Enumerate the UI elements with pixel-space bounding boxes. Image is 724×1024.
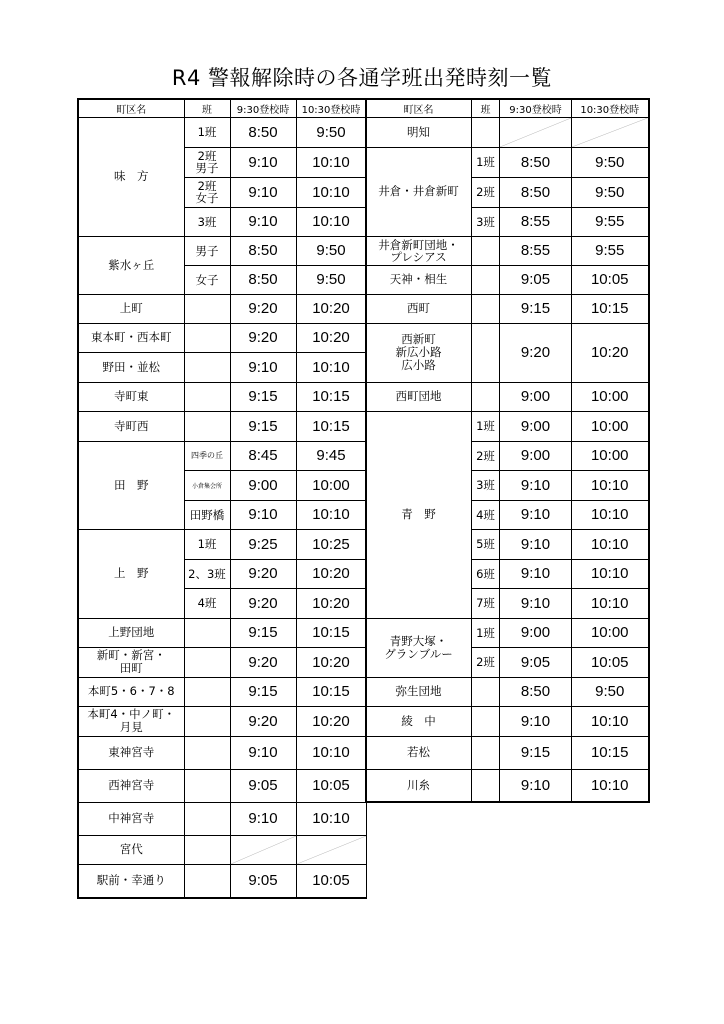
table-row: [78, 736, 366, 769]
han-empty: [472, 265, 500, 294]
han-empty: [184, 618, 230, 647]
town-name: 東神宮寺: [78, 736, 184, 769]
table-row: [366, 411, 649, 441]
header-row: [78, 99, 366, 117]
han-label: 1班: [472, 147, 500, 177]
time-930: 8:50: [230, 265, 296, 294]
table-row: [366, 769, 649, 802]
header-1030: 10:30登校時: [296, 99, 366, 117]
time-1030: 10:15: [296, 677, 366, 706]
town-name: 明知: [366, 117, 472, 147]
header-1030: 10:30登校時: [572, 99, 649, 117]
time-1030: 10:10: [296, 352, 366, 382]
town-name: 中神宮寺: [78, 802, 184, 835]
time-1030: 10:20: [296, 647, 366, 677]
time-930: 9:20: [230, 706, 296, 736]
time-930: 9:20: [230, 647, 296, 677]
town-name: 田 野: [78, 441, 184, 529]
time-930: 8:55: [500, 207, 572, 236]
town-name: 井倉・井倉新町: [366, 147, 472, 236]
no-data-slash: [572, 117, 649, 147]
time-1030: 9:50: [572, 177, 649, 207]
table-row: [78, 352, 366, 382]
table-row: [366, 294, 649, 323]
time-1030: 10:10: [572, 470, 649, 500]
time-930: 9:00: [230, 470, 296, 500]
time-930: 9:15: [500, 736, 572, 769]
table-row: [366, 117, 649, 147]
table-row: [366, 382, 649, 411]
town-name: 上 野: [78, 529, 184, 618]
han-label: 2、3班: [184, 559, 230, 588]
town-name: 新町・新宮・ 田町: [78, 647, 184, 677]
time-930: 9:05: [500, 265, 572, 294]
time-1030: 10:10: [572, 500, 649, 529]
han-label: 2班: [472, 441, 500, 470]
time-1030: 10:10: [296, 802, 366, 835]
time-1030: 9:45: [296, 441, 366, 470]
time-1030: 10:15: [296, 411, 366, 441]
page-title: R4 警報解除時の各通学班出発時刻一覧: [171, 66, 553, 90]
town-name: 青野大塚・ グランブルー: [366, 618, 472, 677]
time-930: 9:20: [230, 588, 296, 618]
town-name: 弥生団地: [366, 677, 472, 706]
time-1030: 9:55: [572, 236, 649, 265]
time-1030: 9:50: [296, 236, 366, 265]
time-930: 9:10: [230, 500, 296, 529]
time-930: 9:10: [500, 706, 572, 736]
time-1030: 10:20: [296, 294, 366, 323]
time-930: 9:10: [230, 207, 296, 236]
han-label: 2班: [472, 177, 500, 207]
han-empty: [184, 411, 230, 441]
table-row: [366, 706, 649, 736]
han-label: 小倉集会所: [184, 470, 230, 500]
table-row: [366, 147, 649, 177]
han-empty: [184, 294, 230, 323]
time-1030: 10:10: [572, 529, 649, 559]
han-empty: [472, 236, 500, 265]
time-1030: 10:10: [572, 559, 649, 588]
table-row: [366, 677, 649, 706]
left-schedule-table: [77, 98, 367, 899]
han-empty: [472, 677, 500, 706]
header-town: 町区名: [78, 99, 184, 117]
time-1030: 10:10: [572, 588, 649, 618]
town-name: 宮代: [78, 835, 184, 864]
time-1030: 10:00: [572, 618, 649, 647]
town-name: 西町: [366, 294, 472, 323]
han-empty: [184, 835, 230, 864]
time-1030: 9:50: [572, 147, 649, 177]
time-930: 9:00: [500, 441, 572, 470]
time-930: 9:10: [230, 352, 296, 382]
han-label: 1班: [184, 117, 230, 147]
town-name: 味 方: [78, 117, 184, 236]
header-930: 9:30登校時: [230, 99, 296, 117]
table-row: [78, 864, 366, 898]
town-name: 駅前・幸通り: [78, 864, 184, 898]
time-1030: 10:10: [296, 736, 366, 769]
time-930: 8:55: [500, 236, 572, 265]
no-data-slash: [500, 117, 572, 147]
town-name: 西新町 新広小路 広小路: [366, 323, 472, 382]
han-label: 女子: [184, 265, 230, 294]
table-row: [78, 117, 366, 147]
table-row: [78, 529, 366, 559]
town-name: 青 野: [366, 411, 472, 618]
time-1030: 10:15: [572, 736, 649, 769]
han-label: 1班: [472, 618, 500, 647]
header-han: 班: [472, 99, 500, 117]
header-town: 町区名: [366, 99, 472, 117]
time-930: 9:15: [500, 294, 572, 323]
town-name: 上野団地: [78, 618, 184, 647]
time-930: 9:05: [230, 864, 296, 898]
han-label: 田野橋: [184, 500, 230, 529]
town-name: 寺町西: [78, 411, 184, 441]
time-1030: 10:15: [296, 382, 366, 411]
han-label: 2班 女子: [184, 177, 230, 207]
time-1030: 10:10: [296, 500, 366, 529]
time-1030: 10:05: [572, 647, 649, 677]
table-row: [78, 411, 366, 441]
header-row: [366, 99, 649, 117]
han-empty: [472, 382, 500, 411]
time-930: 9:15: [230, 411, 296, 441]
han-empty: [472, 117, 500, 147]
town-name: 本町4・中ノ町・ 月見: [78, 706, 184, 736]
han-label: 4班: [472, 500, 500, 529]
time-930: 9:00: [500, 382, 572, 411]
han-label: 3班: [472, 207, 500, 236]
time-1030: 9:50: [296, 117, 366, 147]
time-930: 8:50: [230, 236, 296, 265]
han-label: 7班: [472, 588, 500, 618]
no-data-slash: [296, 835, 366, 864]
town-name: 川糸: [366, 769, 472, 802]
right-schedule-table: [365, 98, 650, 803]
time-1030: 10:05: [296, 864, 366, 898]
time-930: 9:10: [500, 529, 572, 559]
time-1030: 10:00: [572, 441, 649, 470]
han-empty: [184, 736, 230, 769]
han-empty: [184, 706, 230, 736]
han-label: 3班: [184, 207, 230, 236]
han-empty: [184, 647, 230, 677]
time-930: 9:05: [500, 647, 572, 677]
header-930: 9:30登校時: [500, 99, 572, 117]
town-name: 綾 中: [366, 706, 472, 736]
town-name: 寺町東: [78, 382, 184, 411]
town-name: 野田・並松: [78, 352, 184, 382]
time-930: 9:20: [230, 559, 296, 588]
time-930: 8:45: [230, 441, 296, 470]
han-empty: [472, 769, 500, 802]
table-row: [78, 441, 366, 470]
table-row: [366, 618, 649, 647]
han-empty: [184, 323, 230, 352]
table-row: [78, 769, 366, 802]
town-name: 上町: [78, 294, 184, 323]
time-1030: 10:20: [572, 323, 649, 382]
time-1030: 10:00: [296, 470, 366, 500]
time-1030: 10:10: [296, 207, 366, 236]
time-930: 9:10: [500, 769, 572, 802]
time-1030: 10:15: [572, 294, 649, 323]
time-930: 9:10: [230, 177, 296, 207]
han-label: 5班: [472, 529, 500, 559]
table-row: [78, 647, 366, 677]
time-930: 9:15: [230, 618, 296, 647]
time-1030: 9:50: [296, 265, 366, 294]
time-930: 9:20: [230, 294, 296, 323]
table-row: [78, 802, 366, 835]
han-empty: [472, 323, 500, 382]
time-930: 8:50: [500, 147, 572, 177]
time-1030: 10:20: [296, 559, 366, 588]
han-label: 1班: [184, 529, 230, 559]
han-empty: [184, 769, 230, 802]
time-1030: 10:00: [572, 411, 649, 441]
han-label: 3班: [472, 470, 500, 500]
table-row: [78, 835, 366, 864]
table-row: [78, 706, 366, 736]
time-930: 8:50: [500, 177, 572, 207]
han-label: 4班: [184, 588, 230, 618]
town-name: 西町団地: [366, 382, 472, 411]
table-row: [366, 236, 649, 265]
town-name: 若松: [366, 736, 472, 769]
time-930: 9:10: [500, 500, 572, 529]
table-row: [78, 618, 366, 647]
table-row: [366, 265, 649, 294]
table-row: [366, 323, 649, 382]
time-930: 9:05: [230, 769, 296, 802]
time-930: 9:20: [500, 323, 572, 382]
time-930: 9:10: [500, 470, 572, 500]
table-row: [78, 677, 366, 706]
time-930: 9:10: [230, 802, 296, 835]
time-1030: 10:10: [296, 177, 366, 207]
han-label: 1班: [472, 411, 500, 441]
time-1030: 10:20: [296, 588, 366, 618]
han-empty: [184, 802, 230, 835]
time-1030: 10:10: [296, 147, 366, 177]
time-1030: 10:10: [572, 706, 649, 736]
town-name: 本町5・6・7・8: [78, 677, 184, 706]
time-1030: 10:20: [296, 323, 366, 352]
han-empty: [472, 294, 500, 323]
town-name: 紫水ヶ丘: [78, 236, 184, 294]
table-row: [366, 736, 649, 769]
time-930: 9:00: [500, 618, 572, 647]
han-empty: [184, 352, 230, 382]
han-empty: [472, 736, 500, 769]
time-1030: 10:05: [296, 769, 366, 802]
time-1030: 10:20: [296, 706, 366, 736]
header-han: 班: [184, 99, 230, 117]
table-row: [78, 294, 366, 323]
han-label: 男子: [184, 236, 230, 265]
time-930: 8:50: [500, 677, 572, 706]
time-930: 9:10: [230, 736, 296, 769]
time-1030: 10:25: [296, 529, 366, 559]
town-name: 東本町・西本町: [78, 323, 184, 352]
town-name: 天神・相生: [366, 265, 472, 294]
time-930: 9:10: [500, 588, 572, 618]
time-930: 9:15: [230, 382, 296, 411]
table-row: [78, 236, 366, 265]
han-empty: [184, 382, 230, 411]
time-930: 9:25: [230, 529, 296, 559]
han-empty: [184, 677, 230, 706]
no-data-slash: [230, 835, 296, 864]
time-1030: 10:10: [572, 769, 649, 802]
han-label: 6班: [472, 559, 500, 588]
time-1030: 10:05: [572, 265, 649, 294]
table-row: [78, 323, 366, 352]
han-label: 2班: [472, 647, 500, 677]
time-1030: 10:00: [572, 382, 649, 411]
time-930: 9:10: [230, 147, 296, 177]
han-label: 2班 男子: [184, 147, 230, 177]
time-1030: 9:55: [572, 207, 649, 236]
han-empty: [184, 864, 230, 898]
time-930: 9:00: [500, 411, 572, 441]
time-930: 9:15: [230, 677, 296, 706]
table-row: [78, 382, 366, 411]
han-label: 四季の丘: [184, 441, 230, 470]
town-name: 井倉新町団地・ プレシアス: [366, 236, 472, 265]
time-1030: 10:15: [296, 618, 366, 647]
time-1030: 9:50: [572, 677, 649, 706]
time-930: 9:10: [500, 559, 572, 588]
time-930: 8:50: [230, 117, 296, 147]
town-name: 西神宮寺: [78, 769, 184, 802]
han-empty: [472, 706, 500, 736]
time-930: 9:20: [230, 323, 296, 352]
